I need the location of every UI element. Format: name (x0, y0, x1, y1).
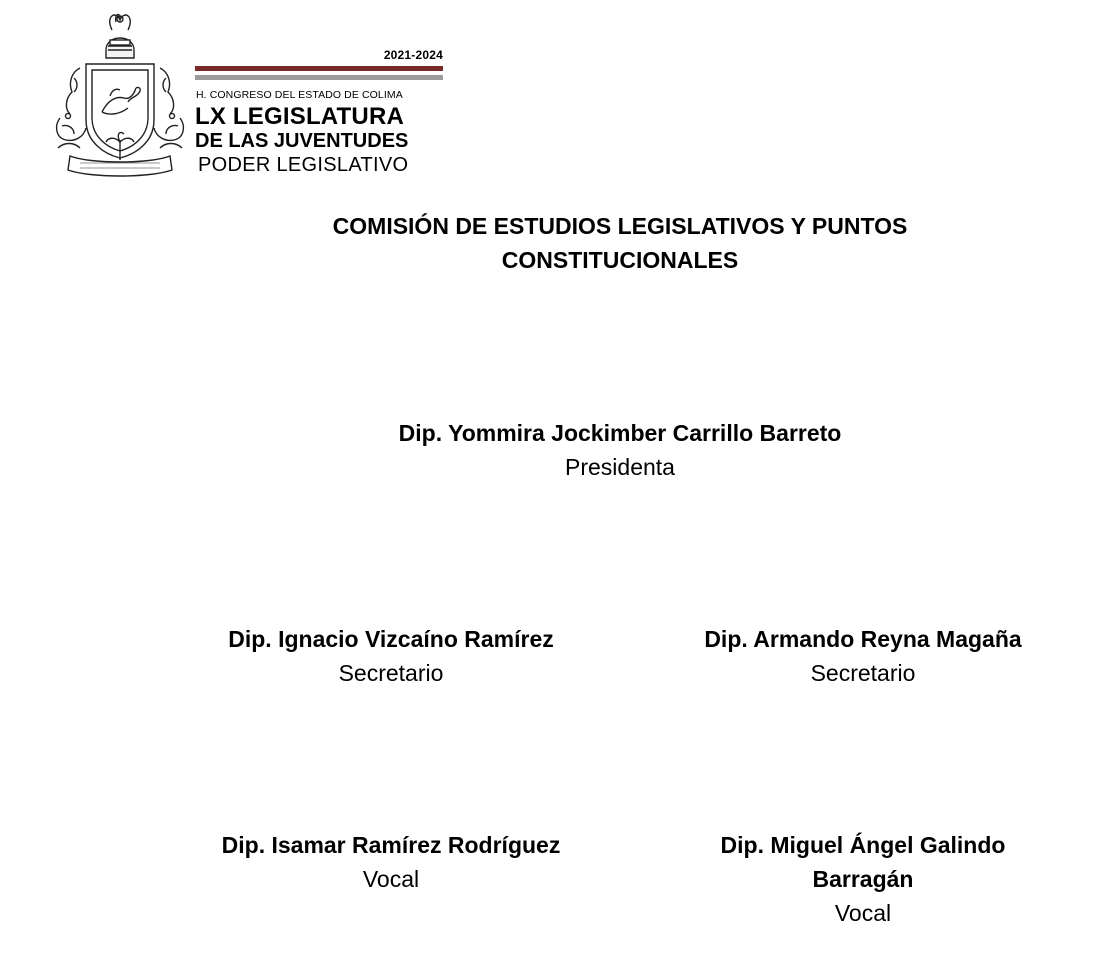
brand-stripe-top (195, 66, 443, 71)
brand-stripe-bottom (195, 75, 443, 80)
president-signature-block (320, 416, 920, 484)
commission-title: COMISIÓN DE ESTUDIOS LEGISLATIVOS Y PUNTOS CONSTITUCIONALES (332, 213, 908, 273)
secretary-1-signature-block (160, 622, 622, 690)
legislature-brand (195, 46, 445, 181)
vocal-2-signature-block (683, 828, 1043, 930)
member-role: Vocal (834, 900, 892, 926)
legislature-name: LX LEGISLATURA (195, 103, 405, 130)
legislative-branch: PODER LEGISLATIVO (198, 154, 409, 176)
letterhead (50, 8, 450, 183)
member-role: Secretario (338, 660, 444, 686)
member-name: Dip. Yommira Jockimber Carrillo Barreto (398, 420, 842, 446)
congress-name: H. CONGRESO DEL ESTADO DE COLIMA (196, 89, 403, 101)
legislature-subtitle: DE LAS JUVENTUDES (195, 130, 409, 152)
member-name: Dip. Ignacio Vizcaíno Ramírez (228, 626, 554, 652)
vocal-1-signature-block (160, 828, 622, 896)
member-name: Dip. Armando Reyna Magaña (704, 626, 1022, 652)
secretary-2-signature-block (662, 622, 1064, 690)
member-role: Vocal (362, 866, 420, 892)
colima-coat-of-arms-icon (50, 8, 190, 180)
member-name: Dip. Isamar Ramírez Rodríguez (221, 832, 561, 858)
member-name: Dip. Miguel Ángel Galindo Barragán (720, 832, 1006, 892)
member-role: Secretario (810, 660, 916, 686)
member-role: Presidenta (565, 454, 675, 480)
term-years: 2021-2024 (383, 48, 443, 62)
